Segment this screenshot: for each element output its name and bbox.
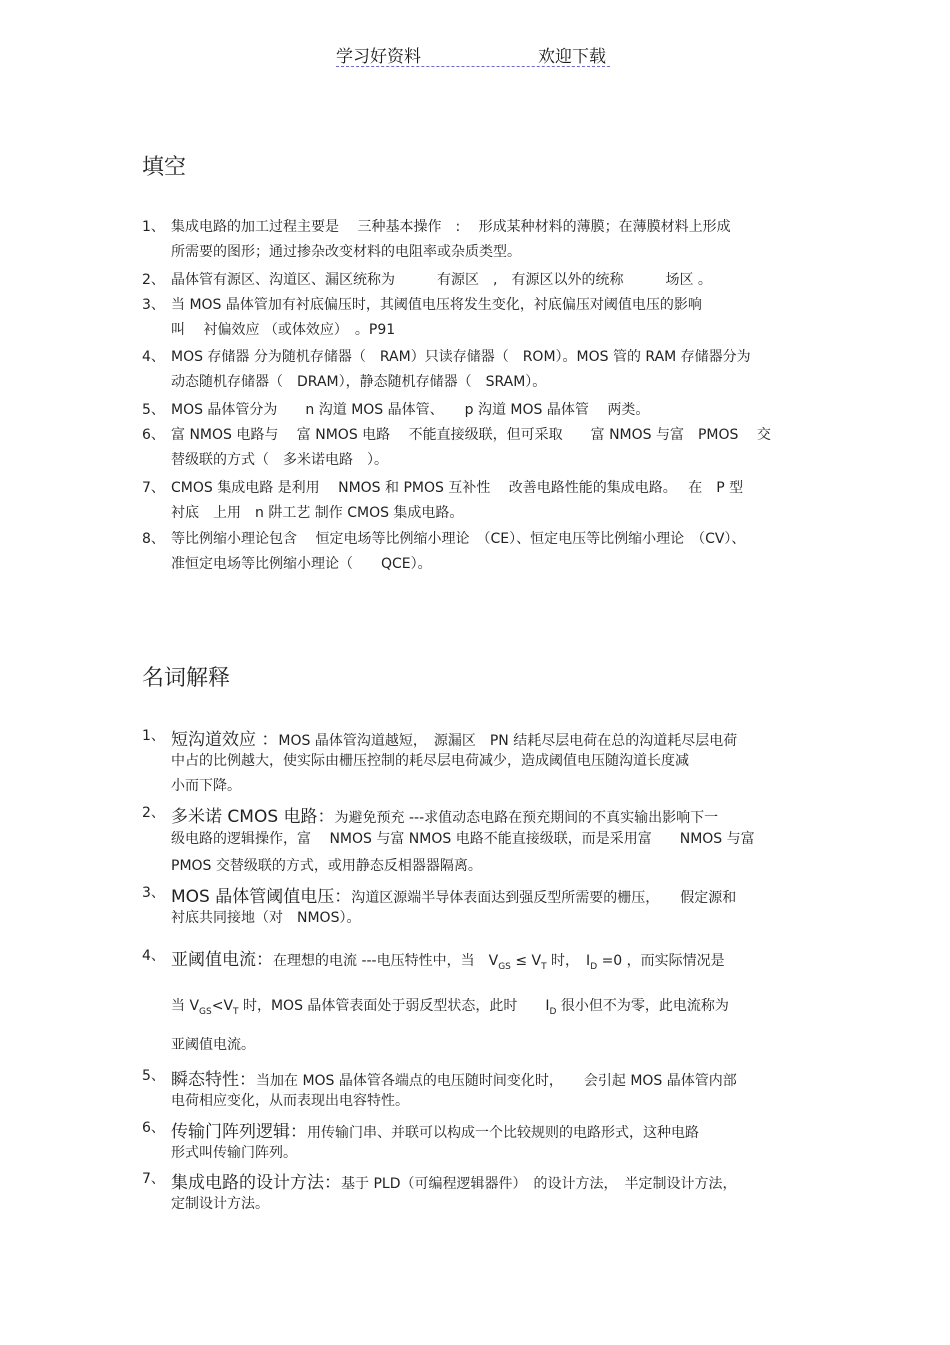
item-segment: ≤ V xyxy=(510,953,542,969)
item-line: 中占的比例越大，使实际由栅压控制的耗尽层电荷减少，造成阈值电压随沟道长度减 xyxy=(171,753,689,769)
item-segment: 时， I xyxy=(546,953,591,969)
item-number: 1、 xyxy=(142,219,165,235)
item-number: 3、 xyxy=(142,885,165,901)
item-number: 3、 xyxy=(142,297,165,313)
item-number: 6、 xyxy=(142,427,165,443)
item-line: 在理想的电流 ---电压特性中，当 V xyxy=(273,953,499,969)
item-line: 用传输门串、并联可以构成一个比较规则的电路形式，这种电路 xyxy=(307,1125,699,1141)
item-line: CMOS 集成电路 是利用 NMOS 和 PMOS 互补性 改善电路性能的集成电路。 在 P 型 xyxy=(171,480,744,496)
term-heading: 集成电路的设计方法： xyxy=(171,1173,341,1193)
item-segment: <V xyxy=(211,998,234,1014)
item-line: 基于 PLD（可编程逻辑器件） 的设计方法， 半定制设计方法， xyxy=(341,1176,737,1192)
item-number: 8、 xyxy=(142,531,165,547)
item-line: 当加在 MOS 晶体管各端点的电压随时间变化时， 会引起 MOS 晶体管内部 xyxy=(256,1073,737,1089)
section-title-fill: 填空 xyxy=(142,155,187,180)
item-line: 衬底共同接地（对 NMOS）。 xyxy=(171,910,361,926)
term-heading: MOS 晶体管阈值电压： xyxy=(171,887,352,907)
item-line: 叫 衬偏效应 （或体效应） 。P91 xyxy=(171,322,396,338)
item-line: MOS 存储器 分为随机存储器（ RAM）只读存储器（ ROM）。MOS 管的 RAM 存储器分为 xyxy=(171,349,751,365)
item-line: PMOS 交替级联的方式，或用静态反相器器隔离。 xyxy=(171,858,482,874)
subscript: GS xyxy=(498,961,511,972)
item-line: 为避免预充 ---求值动态电路在预充期间的不真实输出影响下一 xyxy=(334,810,719,826)
item-number: 4、 xyxy=(142,948,165,964)
term-heading: 传输门阵列逻辑： xyxy=(171,1122,307,1142)
header-right-text: 欢迎下载 xyxy=(538,47,606,67)
item-line: 亚阈值电流。 xyxy=(171,1037,255,1053)
page-header xyxy=(336,40,610,67)
item-line: 富 NMOS 电路与 富 NMOS 电路 不能直接级联，但可采取 富 NMOS 与富 PMOS 交 xyxy=(171,427,771,443)
item-line: 动态随机存储器（ DRAM），静态随机存储器（ SRAM）。 xyxy=(171,374,547,390)
item-line: 沟道区源端半导体表面达到强反型所需要的栅压， 假定源和 xyxy=(351,890,737,906)
subscript: D xyxy=(549,1006,557,1017)
item-line: 电荷相应变化，从而表现出电容特性。 xyxy=(171,1093,409,1109)
item-line: MOS 晶体管沟道越短， 源漏区 PN 结耗尽层电荷在总的沟道耗尽层电荷 xyxy=(278,733,738,749)
term-heading: 短沟道效应 ： xyxy=(171,730,279,750)
item-number: 1、 xyxy=(142,728,165,744)
item-number: 7、 xyxy=(142,480,165,496)
item-number: 7、 xyxy=(142,1171,165,1187)
item-line: 集成电路的加工过程主要是 三种基本操作 : 形成某种材料的薄膜；在薄膜材料上形成 xyxy=(171,219,731,235)
item-segment: 很小但不为零，此电流称为 xyxy=(556,998,729,1014)
subscript: T xyxy=(541,961,547,972)
item-line: 形式叫传输门阵列。 xyxy=(171,1145,297,1161)
item-line: 等比例缩小理论包含 恒定电场等比例缩小理论 （CE）、恒定电压等比例缩小理论 （CV）、 xyxy=(171,531,746,547)
item-number: 2、 xyxy=(142,272,165,288)
item-line: 所需要的图形；通过掺杂改变材料的电阻率或杂质类型。 xyxy=(171,244,521,260)
item-line: 准恒定电场等比例缩小理论（ QCE）。 xyxy=(171,556,432,572)
term-heading: 多米诺 CMOS 电路： xyxy=(171,807,335,827)
term-heading: 亚阈值电流： xyxy=(171,950,273,970)
item-number: 6、 xyxy=(142,1120,165,1136)
item-line: 当 V xyxy=(171,998,200,1014)
item-number: 5、 xyxy=(142,1068,165,1084)
item-line: MOS 晶体管分为 n 沟道 MOS 晶体管、 p 沟道 MOS 晶体管 两类。 xyxy=(171,402,650,418)
item-line: 晶体管有源区、沟道区、漏区统称为 有源区 , 有源区以外的统称 场区 。 xyxy=(171,272,712,288)
subscript: T xyxy=(233,1006,239,1017)
item-line: 衬底 上用 n 阱工艺 制作 CMOS 集成电路。 xyxy=(171,505,464,521)
item-segment: 时，MOS 晶体管表面处于弱反型状态，此时 I xyxy=(238,998,550,1014)
subscript: GS xyxy=(199,1006,212,1017)
item-segment: =0 ，而实际情况是 xyxy=(597,953,725,969)
item-number: 5、 xyxy=(142,402,165,418)
item-line: 替级联的方式（ 多米诺电路 ）。 xyxy=(171,452,388,468)
item-line: 小而下降。 xyxy=(171,778,241,794)
item-line: 当 MOS 晶体管加有衬底偏压时，其阈值电压将发生变化，衬底偏压对阈值电压的影响 xyxy=(171,297,702,313)
term-heading: 瞬态特性： xyxy=(171,1070,256,1090)
item-number: 4、 xyxy=(142,349,165,365)
header-left-text: 学习好资料 xyxy=(336,47,421,67)
item-line: 定制设计方法。 xyxy=(171,1196,269,1212)
item-line: 级电路的逻辑操作，富 NMOS 与富 NMOS 电路不能直接级联，而是采用富 NMOS 与富 xyxy=(171,831,755,847)
section-title-terms: 名词解释 xyxy=(142,666,231,691)
item-number: 2、 xyxy=(142,805,165,821)
subscript: D xyxy=(590,961,598,972)
